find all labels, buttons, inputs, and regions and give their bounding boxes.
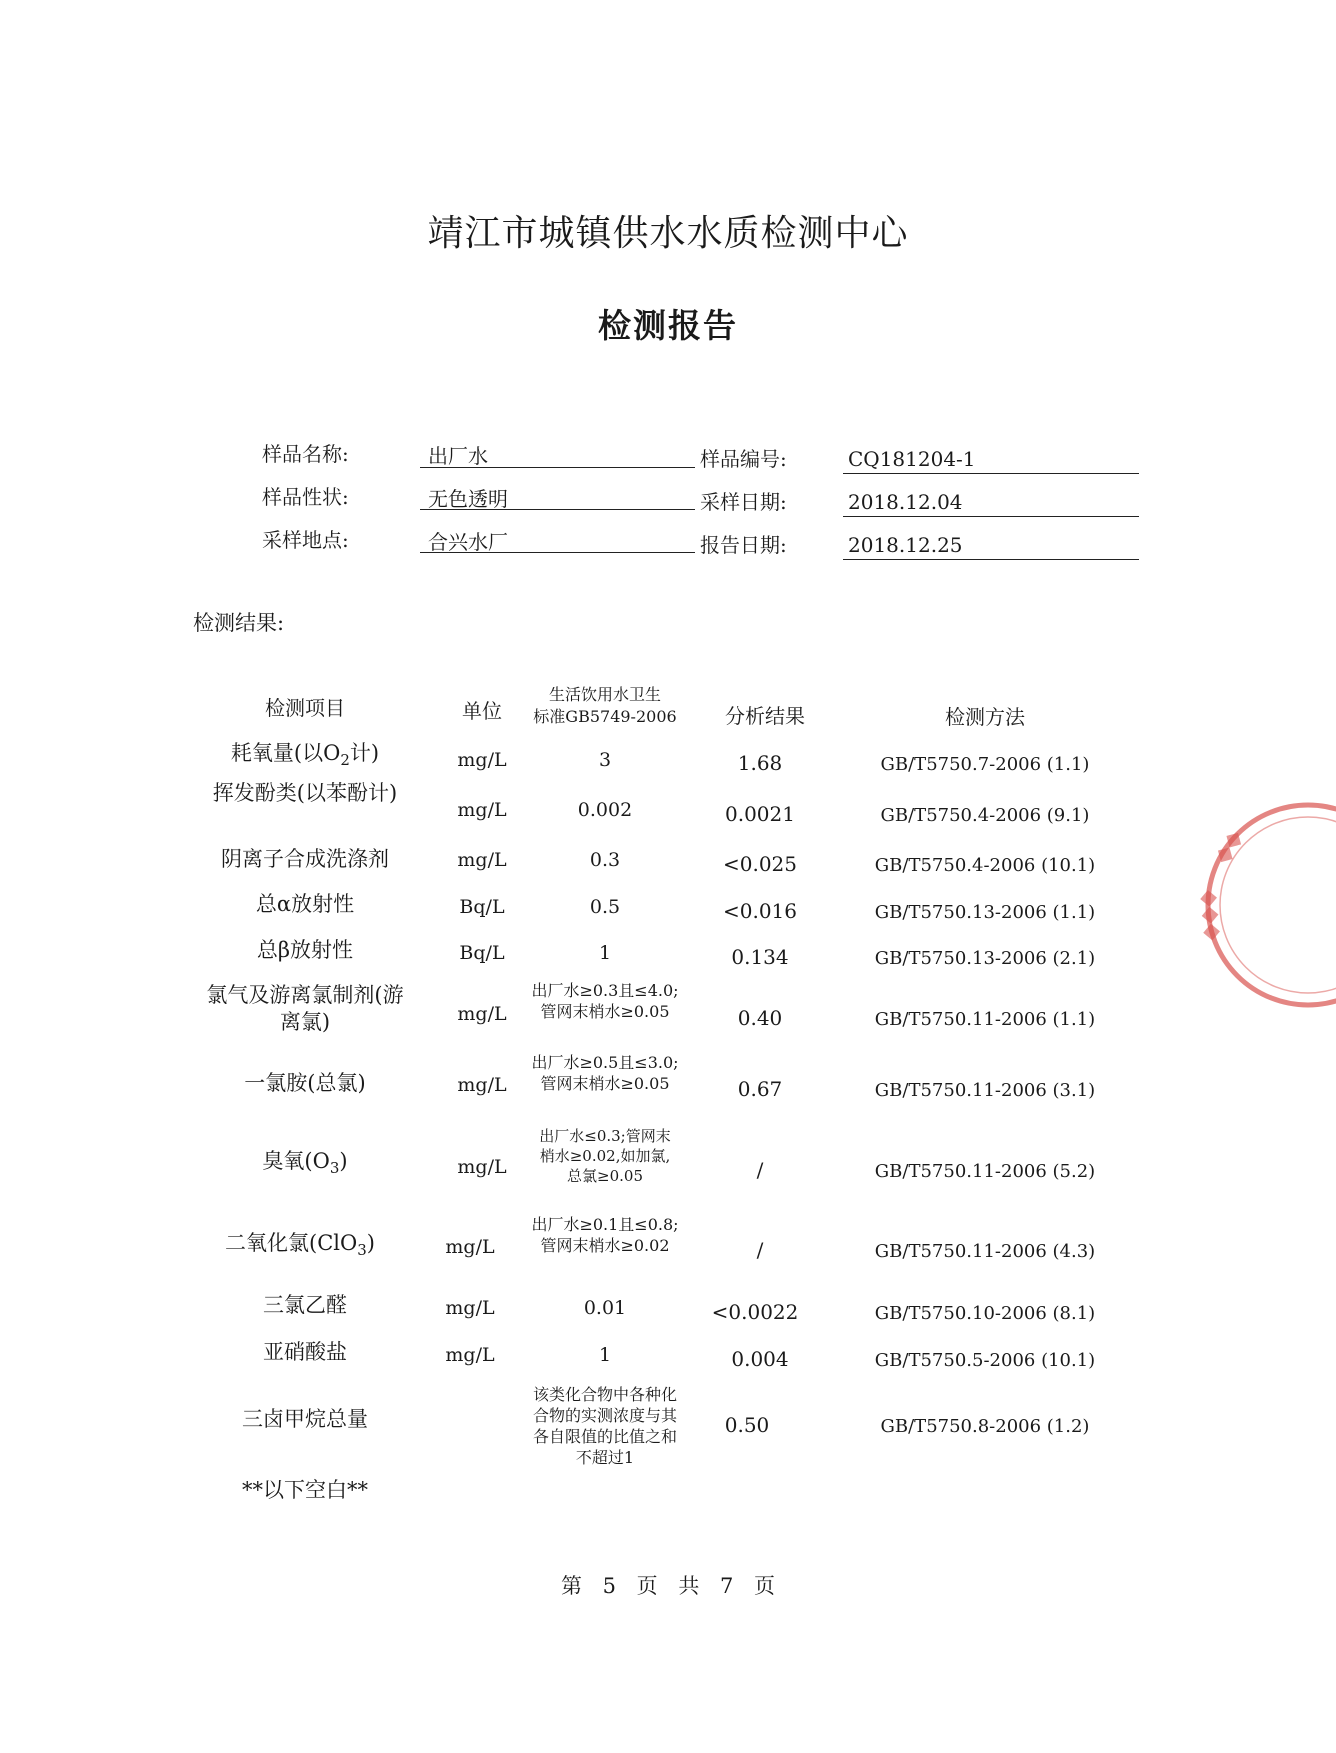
sample-number-label: 样品编号: <box>700 447 787 471</box>
svg-text:◆◆: ◆◆ <box>1209 826 1249 868</box>
cell-unit: mg/L <box>457 799 507 821</box>
cell-item: 氯气及游离氯制剂(游离氯) <box>206 983 404 1034</box>
report-date-value: 2018.12.25 <box>848 533 963 557</box>
cell-item <box>180 740 430 774</box>
item-tail: ) <box>366 1231 375 1255</box>
svg-text:◆◆◆: ◆◆◆ <box>1194 888 1224 942</box>
cell-result: 0.40 <box>737 1006 783 1030</box>
cell-method: GB/T5750.11-2006 (4.3) <box>874 1241 1096 1262</box>
report-date-underline <box>843 559 1139 560</box>
sampling-location-value: 合兴水厂 <box>428 530 508 554</box>
cell-method: GB/T5750.13-2006 (2.1) <box>874 948 1096 969</box>
sample-name-value: 出厂水 <box>428 444 488 468</box>
cell-standard: 0.01 <box>583 1297 627 1319</box>
cell-item: 三氯乙醛 <box>263 1293 347 1317</box>
sample-appearance-label: 样品性状: <box>262 485 349 509</box>
cell-unit: mg/L <box>457 1156 507 1178</box>
cell-unit: mg/L <box>457 1003 507 1025</box>
report-title: 检测报告 <box>598 306 738 345</box>
cell-method: GB/T5750.8-2006 (1.2) <box>880 1416 1090 1437</box>
item-subscript: 3 <box>329 1159 340 1178</box>
cell-item: 一氯胺(总氯) <box>244 1071 366 1095</box>
cell-standard: 1 <box>598 942 612 964</box>
sample-name-underline <box>420 467 695 468</box>
item-text: 二氧化氯(ClO <box>225 1231 358 1255</box>
cell-standard: 0.002 <box>577 799 633 821</box>
item-text: 臭氧(O <box>262 1149 330 1173</box>
cell-unit: Bq/L <box>459 896 505 918</box>
sampling-date-underline <box>843 516 1139 517</box>
item-tail: ) <box>339 1149 348 1173</box>
cell-item: 三卤甲烷总量 <box>242 1407 368 1431</box>
cell-item: 亚硝酸盐 <box>263 1340 347 1364</box>
cell-method: GB/T5750.11-2006 (5.2) <box>874 1161 1096 1182</box>
header-standard-line2: 标准GB5749-2006 <box>533 707 677 726</box>
cell-method: GB/T5750.11-2006 (3.1) <box>874 1080 1096 1101</box>
cell-item: 挥发酚类(以苯酚计) <box>212 781 398 805</box>
header-item: 检测项目 <box>265 696 345 720</box>
sample-number-underline <box>843 473 1139 474</box>
cell-item: 总β放射性 <box>256 938 354 962</box>
cell-method: GB/T5750.4-2006 (10.1) <box>874 855 1096 876</box>
red-seal-stamp <box>1178 790 1298 1020</box>
cell-standard: 0.3 <box>589 849 621 871</box>
page-number: 第 5 页 共 7 页 <box>560 1574 776 1598</box>
cell-standard: 该类化合物中各种化合物的实测浓度与其各自限值的比值之和不超过1 <box>532 1385 677 1467</box>
header-standard-line1: 生活饮用水卫生 <box>548 685 661 704</box>
cell-standard: 出厂水≥0.3且≤4.0;管网末梢水≥0.05 <box>531 981 679 1021</box>
item-subscript: 3 <box>357 1241 367 1260</box>
sample-appearance-value: 无色透明 <box>428 487 508 511</box>
cell-unit: mg/L <box>445 1236 495 1258</box>
cell-result: <0.0022 <box>711 1300 799 1324</box>
cell-method: GB/T5750.5-2006 (10.1) <box>874 1350 1096 1371</box>
cell-result: <0.025 <box>722 852 797 876</box>
cell-method: GB/T5750.7-2006 (1.1) <box>880 754 1090 775</box>
sample-number-value: CQ181204-1 <box>848 447 976 471</box>
cell-unit: mg/L <box>445 1344 495 1366</box>
header-method: 检测方法 <box>945 705 1025 729</box>
cell-result: 0.134 <box>731 945 789 969</box>
cell-result: 0.50 <box>724 1413 770 1437</box>
cell-method: GB/T5750.13-2006 (1.1) <box>874 902 1096 923</box>
cell-standard: 出厂水≥0.5且≤3.0;管网末梢水≥0.05 <box>531 1053 679 1093</box>
sampling-date-label: 采样日期: <box>700 490 787 514</box>
sample-name-label: 样品名称: <box>262 442 349 466</box>
report-date-label: 报告日期: <box>700 533 787 557</box>
cell-unit: Bq/L <box>459 942 505 964</box>
cell-result: 0.0021 <box>725 802 795 826</box>
cell-unit: mg/L <box>445 1297 495 1319</box>
cell-result: 1.68 <box>737 751 783 775</box>
cell-result: / <box>756 1238 764 1262</box>
header-result: 分析结果 <box>725 704 805 728</box>
cell-unit: mg/L <box>457 849 507 871</box>
sampling-location-underline <box>420 552 695 553</box>
cell-method: GB/T5750.10-2006 (8.1) <box>874 1303 1096 1324</box>
header-standard <box>520 684 690 728</box>
organization-title: 靖江市城镇供水水质检测中心 <box>427 213 909 254</box>
cell-result: 0.004 <box>731 1347 789 1371</box>
cell-item: 总α放射性 <box>255 892 355 916</box>
cell-result: 0.67 <box>737 1077 783 1101</box>
sample-appearance-underline <box>420 509 695 510</box>
item-subscript: 2 <box>340 751 350 770</box>
cell-standard: 出厂水≤0.3;管网末梢水≥0.02,如加氯,总氯≥0.05 <box>539 1127 671 1185</box>
cell-item <box>180 1148 430 1182</box>
header-unit: 单位 <box>462 699 502 723</box>
cell-standard: 出厂水≥0.1且≤0.8;管网末梢水≥0.02 <box>531 1215 679 1255</box>
cell-unit: mg/L <box>457 1074 507 1096</box>
cell-item: 阴离子合成洗涤剂 <box>221 847 389 871</box>
cell-result: / <box>756 1158 764 1182</box>
cell-standard: 3 <box>598 749 612 771</box>
cell-standard: 1 <box>598 1344 612 1366</box>
blank-note: **以下空白** <box>242 1478 368 1502</box>
results-label: 检测结果: <box>193 611 285 635</box>
cell-item <box>175 1230 425 1264</box>
cell-method: GB/T5750.4-2006 (9.1) <box>880 805 1090 826</box>
cell-standard: 0.5 <box>589 896 621 918</box>
item-tail: 计) <box>349 741 380 765</box>
item-text: 耗氧量(以O <box>230 741 341 765</box>
sampling-date-value: 2018.12.04 <box>848 490 963 514</box>
cell-method: GB/T5750.11-2006 (1.1) <box>874 1009 1096 1030</box>
sampling-location-label: 采样地点: <box>262 528 349 552</box>
cell-unit: mg/L <box>457 749 507 771</box>
cell-result: <0.016 <box>722 899 797 923</box>
